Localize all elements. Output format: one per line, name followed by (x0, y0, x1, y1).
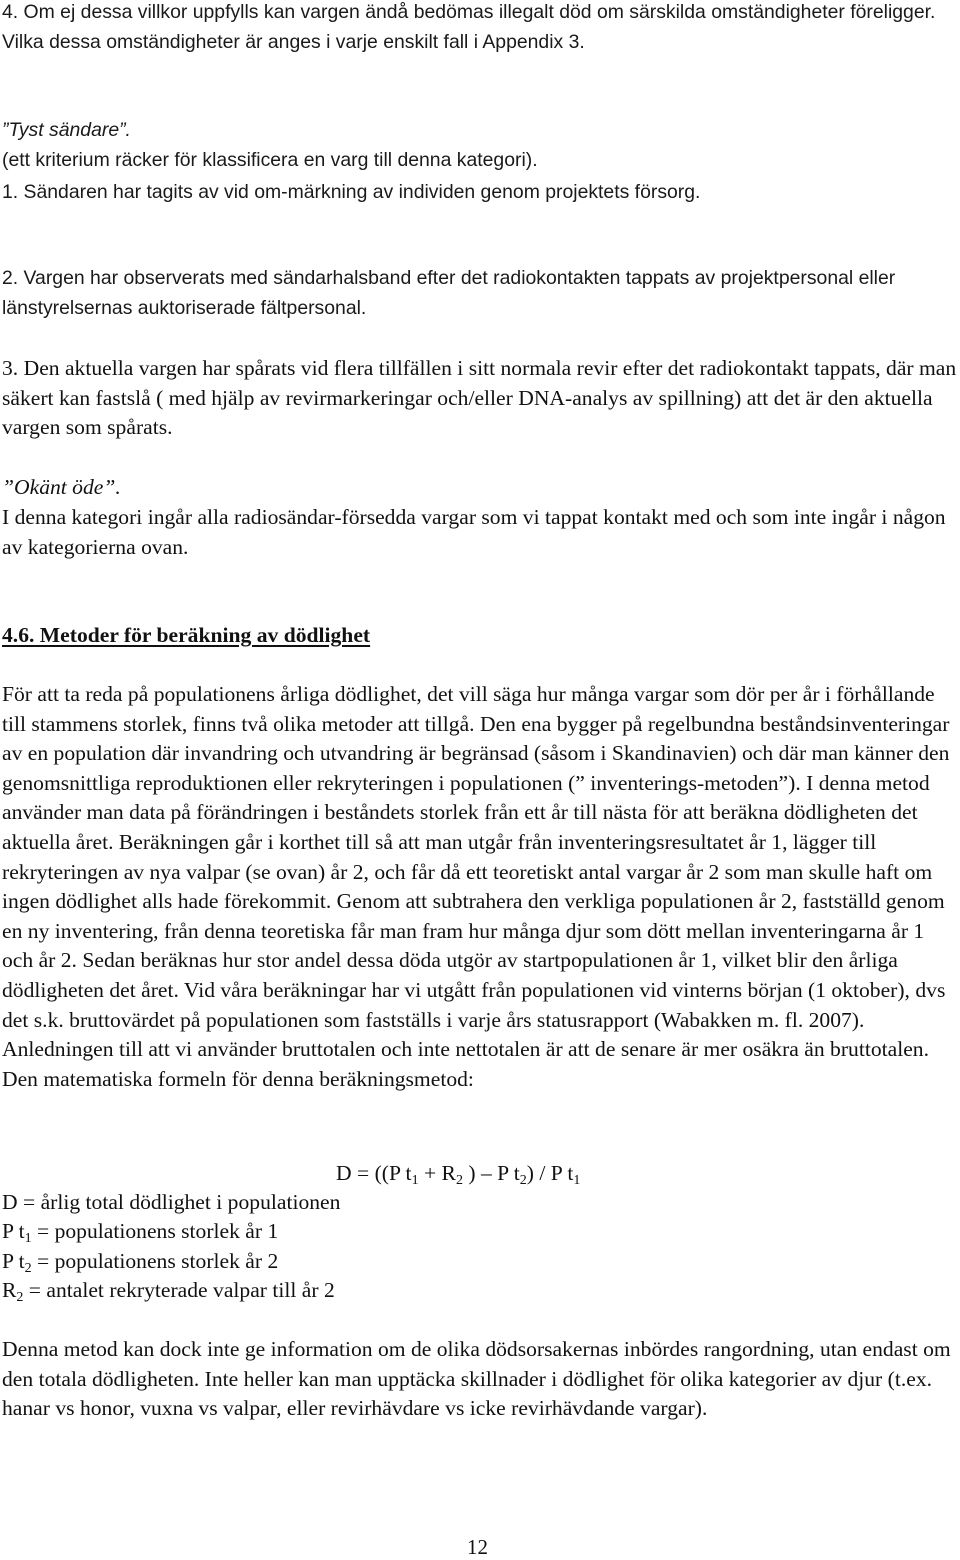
formula-subscript: 1 (573, 1173, 581, 1188)
definition-text: = populationens storlek år 1 (31, 1219, 279, 1243)
methods-paragraph: För att ta reda på populationens årliga dödlighet, det vill säga hur många vargar som dör per år i förhållande till stammens storlek, finns två olika metoder att tillgå. Den ena bygger på regelbundna beståndsinventeringar av en population där invandring och utvandring är begränsad (såsom i Skandinavien) och där man känner den genomsnittliga reproduktionen eller rekryteringen i populationen (” inventerings-metoden”). I denna metod använder man data på förändringen i beståndets storlek från ett år till nästa för att beräkna dödligheten det aktuella året. Beräkningen går i korthet till så att man utgår från inventeringsresultatet år 1, lägger till rekryteringen av nya valpar (se ovan) år 2, och får då ett teoretiskt antal vargar år 2 som man skulle haft om ingen dödlighet alls hade förekommit. Genom att subtrahera den verkliga populationen år 2, fastställd genom en ny inventering, från denna teoretiska får man fram hur många djur som dött mellan inventeringarna år 1 och år 2. Sedan beräknas hur stor andel dessa döda utgör av startpopulationen år 1, vilket blir den årliga dödligheten det året. Vid våra beräkningar har vi utgått från populationen vid vinterns början (1 oktober), dvs det s.k. bruttovärdet på populationen som fastställs i varje års statusrapport (Wabakken m. fl. 2007). Anledningen till att vi använder bruttotalen och inte nettotalen är att de senare är mer osäkra än bruttotalen. Den matematiska formeln för denna beräkningsmetod: (2, 682, 950, 1091)
page-number: 12 (467, 1535, 488, 1559)
formula-subscript: 2 (455, 1173, 463, 1188)
definition-symbol: R (2, 1278, 17, 1302)
criterion-4-paragraph: 4. Om ej dessa villkor uppfylls kan vargen ändå bedömas illegalt död om särskilda omständigheter föreligger. Vilka dessa omständigheter är anges i varje enskilt fall i Appendix 3. (2, 1, 936, 53)
definition-r2 (2, 1275, 335, 1305)
formula-part: + R (418, 1161, 456, 1185)
formula-subscript: 1 (411, 1173, 419, 1188)
unknown-fate-title: ”Okänt öde”. (2, 475, 121, 499)
unknown-fate-text: I denna kategori ingår alla radiosändar-försedda vargar som vi tappat kontakt med och som inte ingår i någon av kategorierna ovan. (2, 505, 946, 559)
formula-part: ) – P t (462, 1161, 520, 1185)
definition-pt2 (2, 1246, 278, 1276)
formula-part: ) / P t (526, 1161, 574, 1185)
definition-symbol: P t (2, 1249, 25, 1273)
definition-subscript: 2 (16, 1290, 24, 1305)
definition-d (2, 1187, 340, 1217)
definition-subscript: 2 (24, 1261, 32, 1276)
closing-paragraph: Denna metod kan dock inte ge information om de olika dödsorsakernas inbördes rangordning, utan endast om den totala dödligheten. Inte heller kan man upptäcka skillnader i dödlighet för olika kategorier av djur (t.ex. hanar vs honor, vuxna vs valpar, eller revirhävdare vs icke revirhävdande vargar). (2, 1337, 951, 1421)
definition-text: = antalet rekryterade valpar till år 2 (23, 1278, 335, 1302)
silent-transmitter-title: ”Tyst sändare”. (2, 119, 131, 141)
section-heading: 4.6. Metoder för beräkning av dödlighet (2, 623, 371, 647)
definition-subscript: 1 (24, 1231, 32, 1246)
silent-criterion-2: 2. Vargen har observerats med sändarhalsband efter det radiokontakten tappats av projektpersonal eller länstyrelsernas auktoriserade fältpersonal. (2, 267, 896, 319)
definition-pt1 (2, 1216, 278, 1246)
definition-text: D = årlig total dödlighet i populationen (2, 1190, 341, 1214)
formula-subscript: 2 (519, 1173, 527, 1188)
mortality-formula (336, 1158, 580, 1188)
silent-transmitter-intro: (ett kriterium räcker för klassificera en varg till denna kategori). (2, 149, 538, 171)
silent-criterion-3: 3. Den aktuella vargen har spårats vid flera tillfällen i sitt normala revir efter det radiokontakt tappats, där man säkert kan fastslå ( med hjälp av revirmarkeringar och/eller DNA-analys av spillning) att det är den aktuella vargen som spårats. (2, 356, 957, 440)
formula-part: D = ((P t (336, 1161, 412, 1185)
silent-criterion-1: 1. Sändaren har tagits av vid om-märkning av individen genom projektets försorg. (2, 181, 701, 203)
definition-text: = populationens storlek år 2 (31, 1249, 279, 1273)
definition-symbol: P t (2, 1219, 25, 1243)
